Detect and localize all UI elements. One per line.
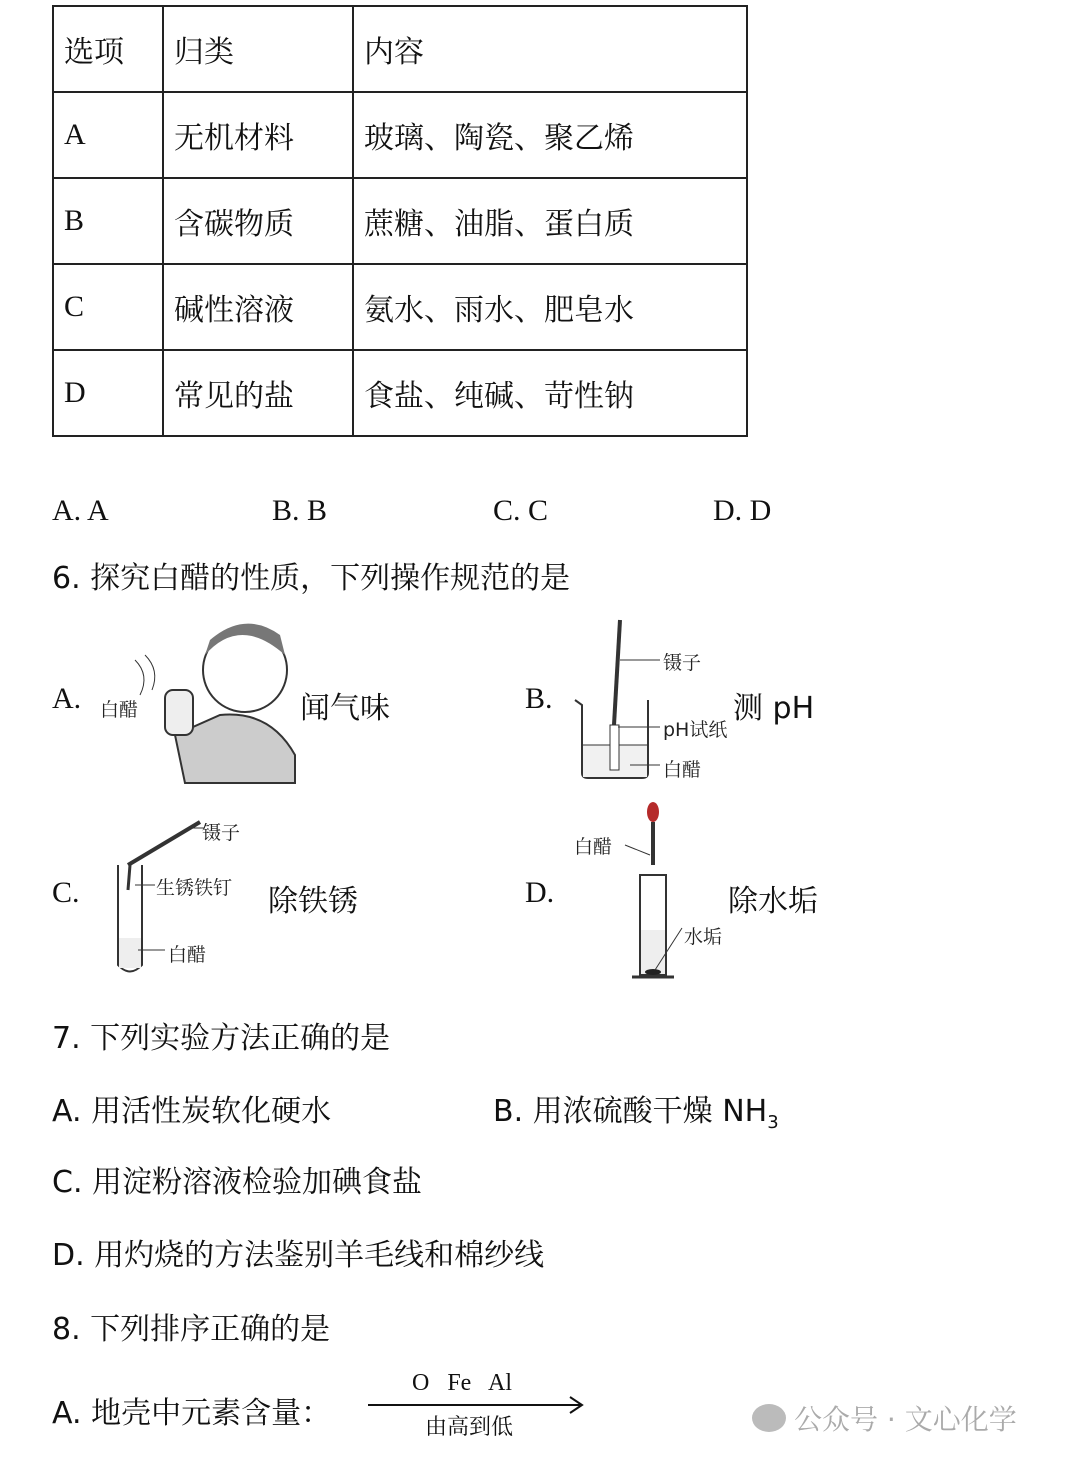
watermark — [752, 1398, 1017, 1438]
table-cell: 蔗糖、油脂、蛋白质 — [353, 178, 747, 264]
table-cell: 含碳物质 — [163, 178, 353, 264]
table-cell: 碱性溶液 — [163, 264, 353, 350]
table-cell: C — [53, 264, 163, 350]
caption-scale: 除水垢 — [728, 884, 818, 919]
q7-option-a: A. 用活性炭软化硬水 — [52, 1094, 332, 1129]
ph-paper-label: pH试纸 — [663, 719, 728, 741]
table-cell: 玻璃、陶瓷、聚乙烯 — [353, 92, 747, 178]
beaker-ph-illustration — [570, 615, 670, 785]
cylinder-dropper-illustration — [620, 800, 690, 985]
option-c: C. C — [493, 494, 549, 527]
option-letter: C. — [52, 876, 80, 909]
table-header: 内容 — [353, 6, 747, 92]
option-b: B. B — [272, 494, 328, 527]
question-6-stem: 6. 探究白醋的性质，下列操作规范的是 — [52, 561, 571, 596]
table-cell: A — [53, 92, 163, 178]
table-row — [53, 92, 747, 178]
subscript: 3 — [767, 1112, 779, 1133]
q8-option-a: A. 地壳中元素含量： — [52, 1396, 332, 1431]
q7-option-c: C. 用淀粉溶液检验加碘食盐 — [52, 1165, 423, 1200]
table-cell: B — [53, 178, 163, 264]
tweezers-label: 镊子 — [663, 652, 702, 674]
vinegar-label: 白醋 — [100, 699, 139, 721]
table-cell: D — [53, 350, 163, 436]
option-letter: A. — [52, 682, 82, 715]
vinegar-label: 白醋 — [663, 759, 702, 781]
caption-rust: 除铁锈 — [268, 884, 358, 919]
rusty-nail-label: 生锈铁钉 — [156, 877, 233, 899]
q7-option-b — [493, 1086, 779, 1133]
vinegar-label: 白醋 — [168, 944, 207, 966]
table-cell: 氨水、雨水、肥皂水 — [353, 264, 747, 350]
table-row — [53, 178, 747, 264]
caption-ph: 测 pH — [733, 691, 815, 726]
q7-option-d: D. 用灼烧的方法鉴别羊毛线和棉纱线 — [52, 1238, 545, 1273]
caption-smell: 闻气味 — [300, 691, 390, 726]
option-d: D. D — [713, 494, 772, 527]
table-cell: 无机材料 — [163, 92, 353, 178]
vinegar-label: 白醋 — [574, 836, 613, 858]
table-header-row — [53, 6, 747, 92]
option-a: A. A — [52, 494, 109, 527]
question-7-stem: 7. 下列实验方法正确的是 — [52, 1021, 391, 1056]
smelling-illustration — [130, 615, 305, 785]
table-cell: 常见的盐 — [163, 350, 353, 436]
table-header: 选项 — [53, 6, 163, 92]
classification-table — [52, 5, 748, 437]
scale-label: 水垢 — [684, 926, 723, 948]
q7-option-b-text: B. 用浓硫酸干燥 NH — [493, 1094, 768, 1129]
table-row — [53, 350, 747, 436]
question-8-stem: 8. 下列排序正确的是 — [52, 1312, 331, 1347]
table-row — [53, 264, 747, 350]
arrow-bottom-label: 由高到低 — [425, 1415, 514, 1440]
watermark-text: 公众号 · 文心化学 — [794, 1403, 1017, 1436]
table-cell: 食盐、纯碱、苛性钠 — [353, 350, 747, 436]
wechat-icon — [752, 1404, 786, 1432]
option-letter: D. — [525, 876, 555, 909]
tweezers-label: 镊子 — [202, 822, 241, 844]
option-letter: B. — [525, 682, 553, 715]
arrow-top-label: O Fe Al — [412, 1370, 513, 1396]
table-header: 归类 — [163, 6, 353, 92]
